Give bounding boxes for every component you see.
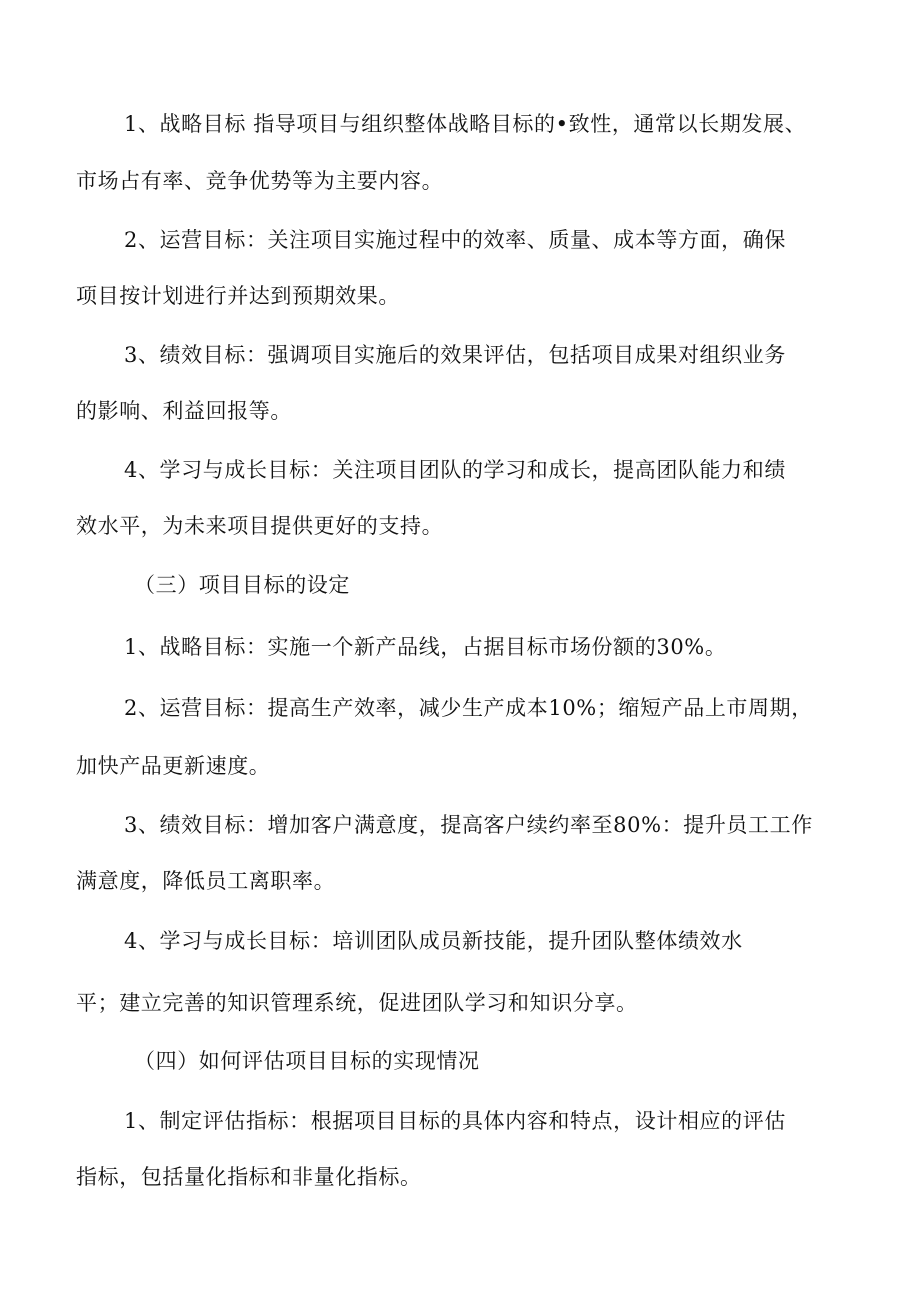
paragraph-line: 4、学习与成长目标：关注项目团队的学习和成长，提高团队能力和绩 bbox=[124, 458, 786, 482]
section-heading: （四）如何评估项目目标的实现情况 bbox=[134, 1049, 480, 1073]
paragraph-line: 1、制定评估指标：根据项目目标的具体内容和特点，设计相应的评估 bbox=[124, 1109, 786, 1133]
paragraph-line: 市场占有率、竞争优势等为主要内容。 bbox=[76, 169, 444, 193]
paragraph-line: 的影响、利益回报等。 bbox=[76, 399, 292, 423]
paragraph-line: 指标，包括量化指标和非量化指标。 bbox=[76, 1165, 422, 1189]
paragraph-line: 项目按计划进行并达到预期效果。 bbox=[76, 284, 400, 308]
paragraph-line: 平；建立完善的知识管理系统，促进团队学习和知识分享。 bbox=[76, 991, 638, 1015]
paragraph-line: 1、战略目标：实施一个新产品线，占据目标市场份额的30%。 bbox=[124, 635, 727, 659]
paragraph-line: 3、绩效目标：强调项目实施后的效果评估，包括项目成果对组织业务 bbox=[124, 343, 786, 367]
paragraph-line: 3、绩效目标：增加客户满意度，提高客户续约率至80%：提升员工工作 bbox=[124, 813, 813, 837]
paragraph-line: 2、运营目标：提高生产效率，减少生产成本10%；缩短产品上市周期， bbox=[124, 696, 813, 720]
paragraph-line: 2、运营目标：关注项目实施过程中的效率、质量、成本等方面，确保 bbox=[124, 228, 786, 252]
paragraph-line: 满意度，降低员工离职率。 bbox=[76, 869, 336, 893]
paragraph-line: 1、战略目标 指导项目与组织整体战略目标的•致性，通常以长期发展、 bbox=[124, 112, 807, 136]
paragraph-line: 效水平，为未来项目提供更好的支持。 bbox=[76, 514, 444, 538]
section-heading: （三）项目目标的设定 bbox=[134, 573, 350, 597]
paragraph-line: 4、学习与成长目标：培训团队成员新技能，提升团队整体绩效水 bbox=[124, 929, 743, 953]
paragraph-line: 加快产品更新速度。 bbox=[76, 754, 271, 778]
